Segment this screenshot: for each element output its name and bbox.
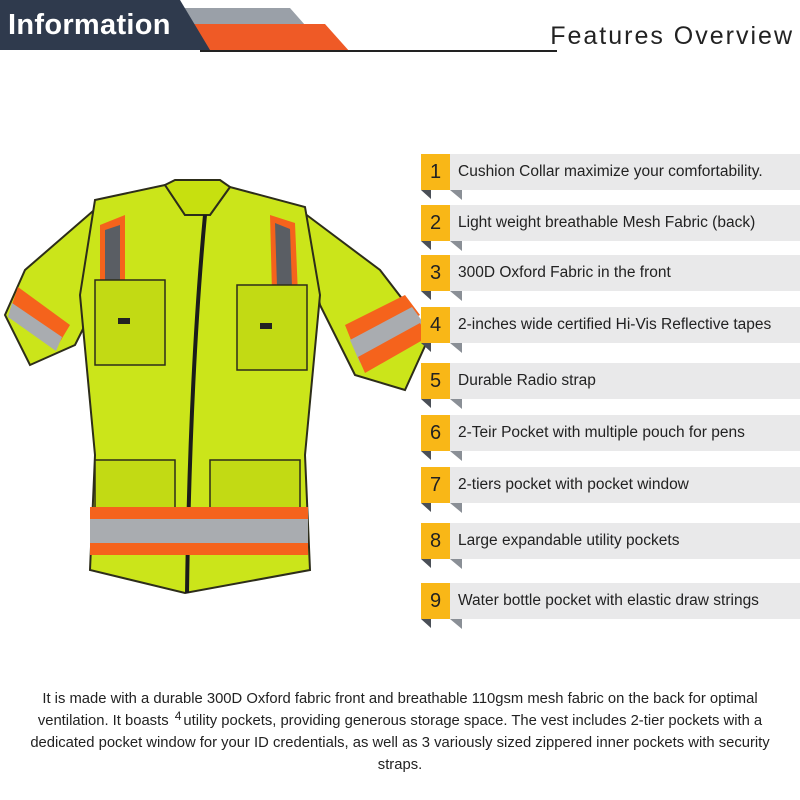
description-part-1: It is made with a durable 300D Oxford fabric front and breathable 110gsm mesh fabric on the back for optimal ventilation. It boasts <box>37 691 758 729</box>
feature-text: 2-inches wide certified Hi-Vis Reflective tapes <box>458 316 772 333</box>
feature-number: 1 <box>421 154 450 190</box>
feature-text: 2-Teir Pocket with multiple pouch for pens <box>458 424 745 441</box>
header-accent-orange <box>185 24 350 52</box>
feature-bar-fold <box>450 291 462 301</box>
feature-item <box>421 467 800 503</box>
header-divider <box>200 50 557 52</box>
feature-number-shadow <box>421 503 431 512</box>
safety-vest-image <box>0 175 440 605</box>
feature-bar-fold <box>450 241 462 251</box>
feature-number-shadow <box>421 190 431 199</box>
feature-text: Large expandable utility pockets <box>458 532 680 549</box>
feature-number: 5 <box>421 363 450 399</box>
feature-bar-fold <box>450 451 462 461</box>
feature-bar-fold <box>450 619 462 629</box>
feature-number: 6 <box>421 415 450 451</box>
feature-number: 2 <box>421 205 450 241</box>
feature-text: Light weight breathable Mesh Fabric (back) <box>458 214 756 231</box>
feature-number: 8 <box>421 523 450 559</box>
feature-item <box>421 363 800 399</box>
feature-number: 4 <box>421 307 450 343</box>
feature-number: 9 <box>421 583 450 619</box>
feature-number-shadow <box>421 559 431 568</box>
feature-item <box>421 523 800 559</box>
feature-bar-fold <box>450 503 462 513</box>
feature-bar-fold <box>450 343 462 353</box>
feature-text: Water bottle pocket with elastic draw strings <box>458 592 759 609</box>
header-title: Information <box>8 9 171 41</box>
feature-number-shadow <box>421 619 431 628</box>
feature-item <box>421 415 800 451</box>
feature-number-shadow <box>421 241 431 250</box>
feature-text: 300D Oxford Fabric in the front <box>458 264 671 281</box>
feature-item <box>421 154 800 190</box>
pocket-count: 4 <box>174 709 182 723</box>
feature-number: 7 <box>421 467 450 503</box>
feature-text: 2-tiers pocket with pocket window <box>458 476 689 493</box>
feature-number: 3 <box>421 255 450 291</box>
description-part-2: utility pockets, providing generous storage space. The vest includes 2-tier pockets with a dedicated pocket window for your ID credentials, as well as 3 variously sized zippered inner pockets with security straps. <box>30 713 770 773</box>
feature-number-shadow <box>421 343 431 352</box>
feature-bar-fold <box>450 399 462 409</box>
feature-bar-fold <box>450 190 462 200</box>
feature-number-shadow <box>421 399 431 408</box>
feature-number-shadow <box>421 451 431 460</box>
product-description <box>20 688 780 776</box>
feature-item <box>421 255 800 291</box>
feature-text: Cushion Collar maximize your comfortability. <box>458 163 763 180</box>
feature-item <box>421 307 800 343</box>
feature-item <box>421 583 800 619</box>
feature-text: Durable Radio strap <box>458 372 596 389</box>
feature-bar-fold <box>450 559 462 569</box>
feature-number-shadow <box>421 291 431 300</box>
section-title: Features Overview <box>550 22 794 50</box>
feature-item <box>421 205 800 241</box>
